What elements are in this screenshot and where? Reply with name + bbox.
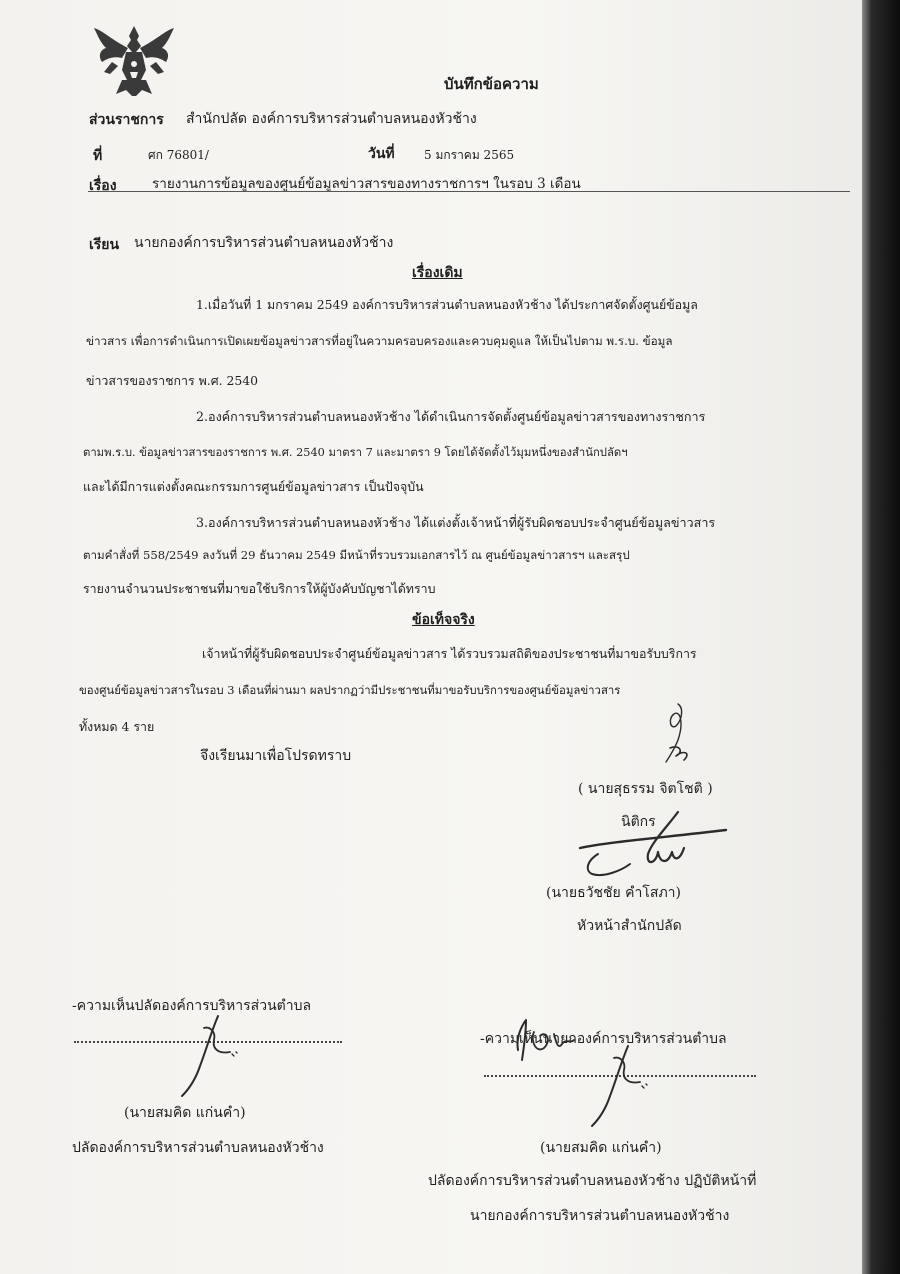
- facts-line: ของศูนย์ข้อมูลข่าวสารในรอบ 3 เดือนที่ผ่านมา ผลปรากฏว่ามีประชาชนที่มาขอรับบริการของศูนย์ข้อมูลข่าวสาร: [79, 683, 621, 697]
- officer-name: ( นายสุธรรม จิตโชติ ): [578, 781, 713, 797]
- background-p2-line: 2.องค์การบริหารส่วนตำบลหนองหัวช้าง ได้ดำเนินการจัดตั้งศูนย์ข้อมูลข่าวสารของทางราชการ: [196, 409, 706, 424]
- head-signature: [568, 808, 738, 890]
- scan-shadow-edge: [862, 0, 900, 1274]
- background-heading: เรื่องเดิม: [412, 265, 463, 281]
- date-value: 5 มกราคม 2565: [424, 148, 515, 162]
- salutation-label: เรียน: [89, 237, 120, 253]
- right-signer-role-acting: นายกองค์การบริหารส่วนตำบลหนองหัวช้าง: [470, 1208, 730, 1224]
- document-title: บันทึกข้อความ: [444, 75, 539, 93]
- subject-value: รายงานการข้อมูลของศูนย์ข้อมูลข่าวสารของทางราชการฯ ในรอบ 3 เดือน: [152, 176, 581, 192]
- right-signer-role: ปลัดองค์การบริหารส่วนตำบลหนองหัวช้าง ปฏิบัติหน้าที่: [428, 1173, 757, 1189]
- left-signature: [170, 1010, 260, 1100]
- header-divider: [88, 191, 850, 192]
- closing-sentence: จึงเรียนมาเพื่อโปรดทราบ: [200, 748, 352, 764]
- opinion-left-label: -ความเห็นปลัดองค์การบริหารส่วนตำบล: [72, 998, 312, 1014]
- mayor-initials: [500, 1010, 580, 1070]
- background-p3-line: 3.องค์การบริหารส่วนตำบลหนองหัวช้าง ได้แต่งตั้งเจ้าหน้าที่ผู้รับผิดชอบประจำศูนย์ข้อมูลข่าวสาร: [196, 515, 716, 530]
- background-p3-line: ตามคำสั่งที่ 558/2549 ลงวันที่ 29 ธันวาคม 2549 มีหน้าที่รวบรวมเอกสารไว้ ณ ศูนย์ข้อมูลข่าวสารฯ และสรุป: [83, 548, 630, 562]
- head-role: หัวหน้าสำนักปลัด: [577, 918, 682, 934]
- background-p1-line: ข่าวสาร เพื่อการดำเนินการเปิดเผยข้อมูลข่าวสารที่อยู่ในความครอบครองและควบคุมดูแล ให้เป็นไปตาม พ.ร.บ. ข้อมูล: [86, 334, 673, 348]
- salutation-value: นายกองค์การบริหารส่วนตำบลหนองหัวช้าง: [134, 235, 394, 251]
- background-p1-line: 1.เมื่อวันที่ 1 มกราคม 2549 องค์การบริหารส่วนตำบลหนองหัวช้าง ได้ประกาศจัดตั้งศูนย์ข้อมูล: [196, 297, 698, 312]
- background-p1-line: ข่าวสารของราชการ พ.ศ. 2540: [86, 373, 258, 388]
- opinion-right-label: -ความเห็นนายกองค์การบริหารส่วนตำบล: [480, 1031, 727, 1047]
- background-p3-line: รายงานจำนวนประชาชนที่มาขอใช้บริการให้ผู้บังคับบัญชาได้ทราบ: [83, 581, 436, 596]
- garuda-emblem-icon: [92, 22, 176, 98]
- officer-role: นิติกร: [621, 814, 656, 830]
- subject-label: เรื่อง: [89, 178, 117, 194]
- reference-label: ที่: [93, 148, 103, 164]
- agency-label: ส่วนราชการ: [89, 112, 164, 128]
- background-p2-line: ตามพ.ร.บ. ข้อมูลข่าวสารของราชการ พ.ศ. 2540 มาตรา 7 และมาตรา 9 โดยได้จัดตั้งไว้มุมหนึ่งของสำนักปลัดฯ: [83, 446, 628, 459]
- right-signature: [580, 1040, 670, 1130]
- agency-value: สำนักปลัด องค์การบริหารส่วนตำบลหนองหัวช้าง: [186, 111, 477, 127]
- facts-line: เจ้าหน้าที่ผู้รับผิดชอบประจำศูนย์ข้อมูลข่าวสาร ได้รวบรวมสถิติของประชาชนที่มาขอรับบริการ: [202, 646, 697, 661]
- date-label: วันที่: [368, 146, 395, 162]
- head-name: (นายธวัชชัย คำโสภา): [546, 885, 682, 901]
- left-signer-role: ปลัดองค์การบริหารส่วนตำบลหนองหัวช้าง: [72, 1140, 324, 1156]
- right-signer-name: (นายสมคิด แก่นคำ): [540, 1140, 662, 1156]
- left-signer-name: (นายสมคิด แก่นคำ): [124, 1105, 246, 1121]
- officer-signature: [640, 700, 720, 770]
- facts-line: ทั้งหมด 4 ราย: [79, 719, 155, 734]
- facts-heading: ข้อเท็จจริง: [412, 612, 475, 628]
- background-p2-line: และได้มีการแต่งตั้งคณะกรรมการศูนย์ข้อมูลข่าวสาร เป็นปัจจุบัน: [83, 479, 424, 494]
- reference-value: ศก 76801/: [148, 148, 209, 162]
